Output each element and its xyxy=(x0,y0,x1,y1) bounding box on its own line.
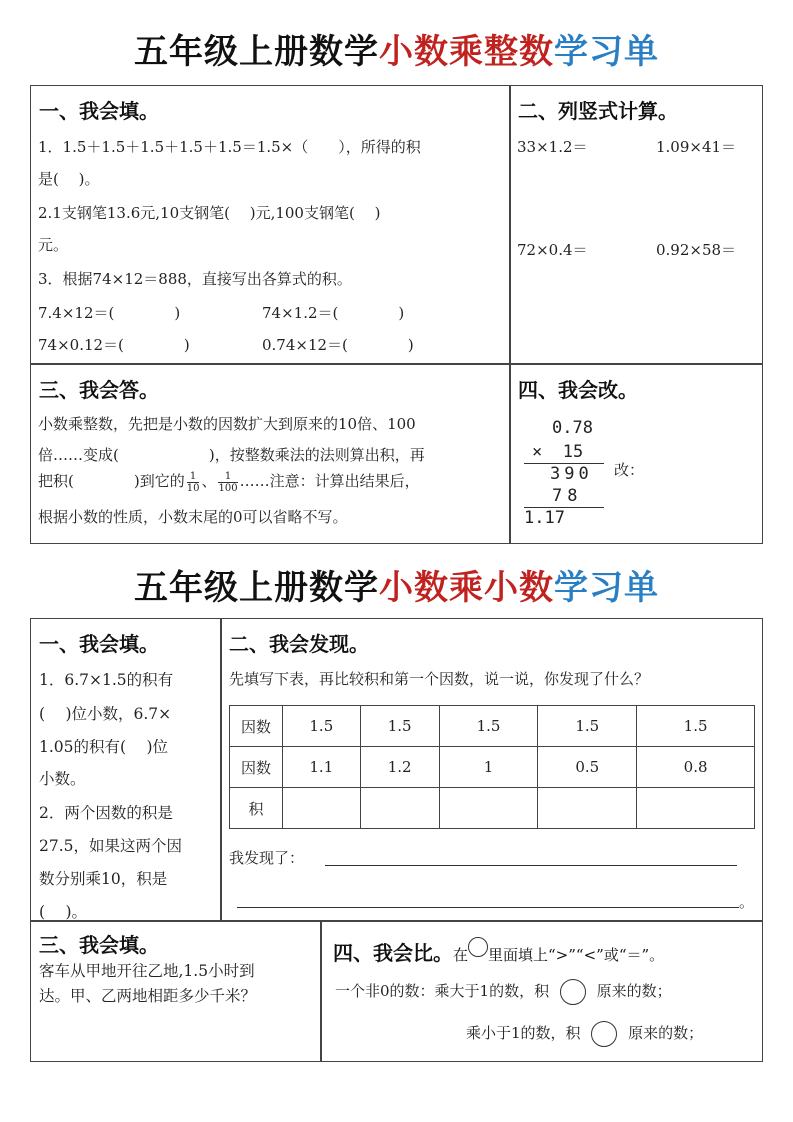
s1-section-vertical-calc xyxy=(509,85,763,365)
s2-word-line: 达。甲、乙两地相距多少千米？ xyxy=(39,987,257,1005)
s2-compare-text: 乘小于1的数，积 xyxy=(466,1024,581,1042)
s1-section-answer xyxy=(30,363,511,544)
table-row-label: 因数 xyxy=(230,706,283,747)
s2-compare-line xyxy=(466,1021,703,1047)
s2-compare-heading xyxy=(333,937,664,966)
table-row-label: 积 xyxy=(230,788,283,829)
s1-fill-line: 是( )。 xyxy=(38,170,100,188)
s1-fill-line: 1．1.5＋1.5＋1.5＋1.5＋1.5＝1.5×（ ），所得的积 xyxy=(38,138,421,156)
s2-compare-inst: 里面填上“>”“<”或“＝”。 xyxy=(488,946,665,964)
fraction-denominator: 10 xyxy=(186,482,200,494)
s1-calc-eq: 33×1.2＝ xyxy=(517,138,588,156)
table-cell: 1.1 xyxy=(282,747,360,788)
s1-answer-line: 根据小数的性质，小数末尾的0可以省略不写。 xyxy=(38,508,348,526)
title-2-part-1: 五年级上册数学 xyxy=(134,568,379,608)
s2-fill-heading: 一、我会填。 xyxy=(39,632,159,656)
s2-fill-line: 小数。 xyxy=(39,770,86,788)
table-cell: 1.5 xyxy=(538,706,637,747)
table-cell: 1.5 xyxy=(282,706,360,747)
s2-section-discover xyxy=(220,618,763,922)
s1-calc-heading: 二、列竖式计算。 xyxy=(518,99,678,123)
s1-answer-text: ……注意：计算出结果后， xyxy=(239,472,420,490)
s1-answer-text: 把积( )到它的 xyxy=(38,472,185,490)
s2-compare-title: 四、我会比。 xyxy=(333,941,453,965)
s2-fill-line: ( )位小数，6.7× xyxy=(39,705,172,723)
s2-fill-line: 1.05的积有( )位 xyxy=(39,738,169,756)
factor-table xyxy=(229,705,755,829)
s2-compare-line xyxy=(335,979,672,1005)
compare-circle-blank[interactable] xyxy=(560,979,586,1005)
title-1-part-3: 学习单 xyxy=(554,32,659,72)
title-2-part-3: 学习单 xyxy=(554,568,659,608)
table-cell: 0.8 xyxy=(637,747,755,788)
s2-compare-text: 一个非0的数：乘大于1的数，积 xyxy=(335,982,550,1000)
s2-compare-inst: 在 xyxy=(453,946,469,964)
s1-fill-line: 元。 xyxy=(38,236,69,254)
table-cell-blank[interactable] xyxy=(282,788,360,829)
s2-word-line: 客车从甲地开往乙地,1.5小时到 xyxy=(39,962,255,980)
title-1-part-1: 五年级上册数学 xyxy=(134,32,379,72)
s2-fill-line: 27.5，如果这两个因 xyxy=(39,837,183,855)
table-cell: 1.5 xyxy=(439,706,538,747)
s1-correct-heading: 四、我会改。 xyxy=(518,378,638,402)
table-row-label: 因数 xyxy=(230,747,283,788)
s1-eq: 0.74×12＝( ) xyxy=(262,336,414,354)
table-cell-blank[interactable] xyxy=(439,788,538,829)
table-cell-blank[interactable] xyxy=(360,788,439,829)
s2-fill-line: ( )。 xyxy=(39,903,88,921)
table-cell: 0.5 xyxy=(538,747,637,788)
table-cell: 1.2 xyxy=(360,747,439,788)
table-cell-blank[interactable] xyxy=(637,788,755,829)
vertical-calc-row: × 15 xyxy=(532,442,584,462)
table-row xyxy=(230,706,755,747)
s2-found-end: 。 xyxy=(739,893,755,911)
compare-circle-blank[interactable] xyxy=(591,1021,617,1047)
circle-icon xyxy=(468,937,488,957)
answer-line[interactable] xyxy=(237,907,739,908)
s2-fill-line: 1．6.7×1.5的积有 xyxy=(39,671,174,689)
s2-word-heading: 三、我会填。 xyxy=(39,933,159,957)
s1-section-correct xyxy=(509,363,763,544)
title-1-part-2: 小数乘整数 xyxy=(379,32,554,72)
table-cell: 1 xyxy=(439,747,538,788)
s1-correct-fix-label: 改： xyxy=(614,461,645,479)
s2-section-word-problem xyxy=(30,920,322,1062)
vertical-calc-row: 0.78 xyxy=(552,418,593,438)
fraction-numerator: 1 xyxy=(187,471,200,483)
fraction-1-10 xyxy=(187,471,200,494)
s1-answer-line: 倍……变成( )，按整数乘法的法则算出积，再 xyxy=(38,446,425,464)
s1-fill-line: 2.1支钢笔13.6元,10支钢笔( )元,100支钢笔( ) xyxy=(38,204,381,222)
title-2-part-2: 小数乘小数 xyxy=(379,568,554,608)
s1-calc-eq: 1.09×41＝ xyxy=(656,138,737,156)
s1-answer-heading: 三、我会答。 xyxy=(39,378,159,402)
s2-discover-intro: 先填写下表，再比较积和第一个因数，说一说，你发现了什么？ xyxy=(229,670,650,688)
s2-found-label: 我发现了： xyxy=(229,849,305,867)
s1-fill-line: 3．根据74×12＝888，直接写出各算式的积。 xyxy=(38,270,352,288)
page-title-2 xyxy=(0,560,793,609)
s1-eq: 7.4×12＝( ) xyxy=(38,304,181,322)
s2-discover-heading: 二、我会发现。 xyxy=(229,632,369,656)
s1-eq: 74×0.12＝( ) xyxy=(38,336,190,354)
s1-answer-line xyxy=(38,470,420,494)
s1-answer-sep: 、 xyxy=(201,472,217,490)
s2-section-fill xyxy=(30,618,222,922)
table-cell-blank[interactable] xyxy=(538,788,637,829)
s2-fill-line: 数分别乘10，积是 xyxy=(39,870,168,888)
fraction-1-100 xyxy=(218,471,237,494)
table-row xyxy=(230,747,755,788)
vertical-calc-row: 78 xyxy=(552,486,583,506)
table-cell: 1.5 xyxy=(637,706,755,747)
s1-section-fill xyxy=(30,85,511,365)
page-title-1 xyxy=(0,24,793,73)
fraction-numerator: 1 xyxy=(218,471,237,483)
answer-line[interactable] xyxy=(325,865,737,866)
s1-calc-eq: 72×0.4＝ xyxy=(517,241,588,259)
s1-calc-eq: 0.92×58＝ xyxy=(656,241,737,259)
s2-fill-line: 2．两个因数的积是 xyxy=(39,804,173,822)
table-cell: 1.5 xyxy=(360,706,439,747)
s2-compare-text: 原来的数； xyxy=(628,1024,704,1042)
fraction-denominator: 100 xyxy=(218,482,238,494)
s2-section-compare xyxy=(320,920,763,1062)
s1-fill-heading: 一、我会填。 xyxy=(39,99,159,123)
table-row xyxy=(230,788,755,829)
vertical-calc-row: 390 xyxy=(550,464,593,484)
s2-compare-text: 原来的数； xyxy=(596,982,672,1000)
s1-eq: 74×1.2＝( ) xyxy=(262,304,405,322)
vertical-calc-row: 1.17 xyxy=(524,508,565,528)
s1-answer-line: 小数乘整数，先把是小数的因数扩大到原来的10倍、100 xyxy=(38,415,416,433)
